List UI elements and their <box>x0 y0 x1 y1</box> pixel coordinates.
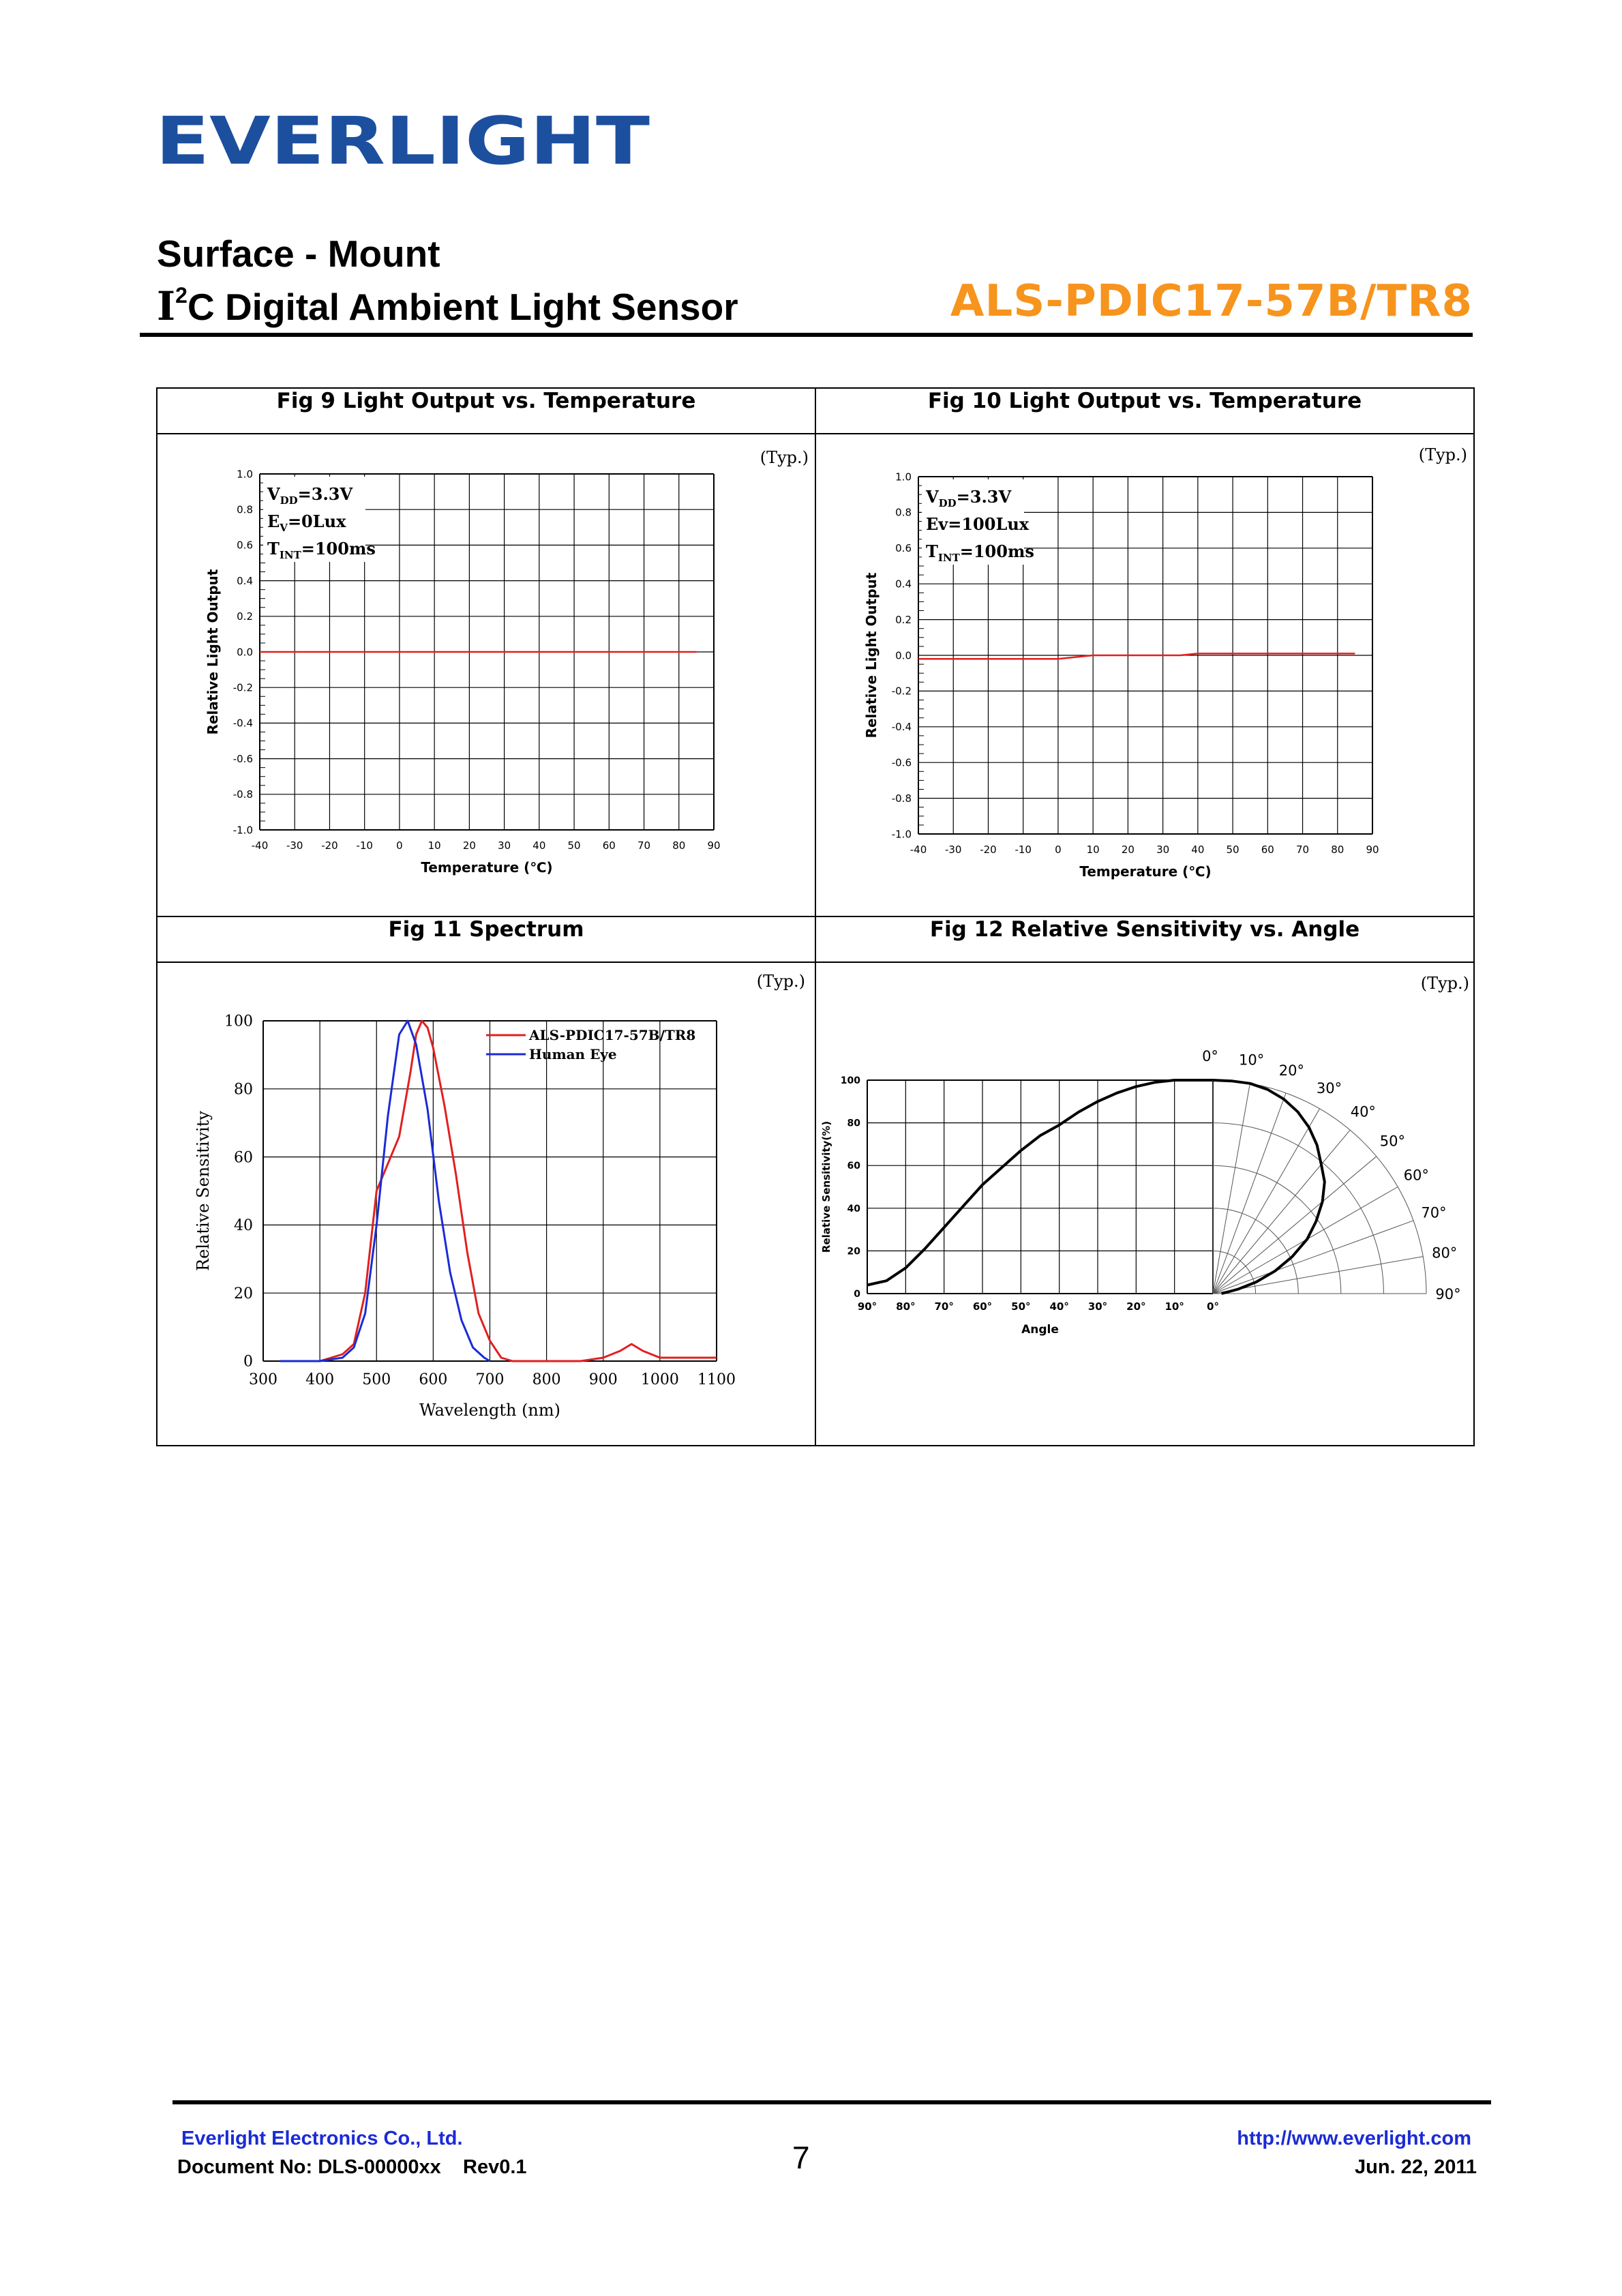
x-tick-label: 0 <box>396 839 403 852</box>
legend-label: Human Eye <box>529 1046 617 1063</box>
y-tick-label: -0.2 <box>891 685 912 698</box>
typ-label: (Typ.) <box>760 447 809 467</box>
y-tick-label: 0.6 <box>237 539 253 552</box>
page-title-line1: Surface - Mount <box>157 233 440 275</box>
fig12-cell <box>815 962 1474 1446</box>
x-tick-label: 0° <box>1207 1300 1219 1313</box>
fig12-caption: Fig 12 Relative Sensitivity vs. Angle <box>815 916 1474 962</box>
y-tick-label: 1.0 <box>237 467 253 480</box>
footer-url[interactable]: http://www.everlight.com <box>1237 2128 1471 2149</box>
x-axis-label: Angle <box>1021 1323 1059 1337</box>
y-tick-label: 40 <box>847 1203 860 1214</box>
x-tick-label: 50 <box>567 839 581 852</box>
polar-angle-label: 90° <box>1435 1286 1461 1303</box>
y-tick-label: 0 <box>854 1289 860 1300</box>
typ-label: (Typ.) <box>1420 974 1469 994</box>
y-tick-label: 20 <box>847 1246 860 1257</box>
page-number: 7 <box>792 2140 810 2175</box>
x-tick-label: 1000 <box>640 1371 679 1389</box>
y-tick-label: -0.6 <box>891 756 912 769</box>
fig9-chart <box>157 434 815 912</box>
polar-angle-label: 30° <box>1316 1079 1342 1097</box>
y-axis-label: Relative Sensitivity <box>194 1111 213 1272</box>
x-tick-label: 40 <box>532 839 546 852</box>
y-tick-label: -0.8 <box>891 792 912 805</box>
polar-angle-label: 20° <box>1278 1062 1304 1079</box>
x-tick-label: 1100 <box>697 1371 736 1389</box>
x-tick-label: 700 <box>475 1371 505 1389</box>
y-axis-label: Relative Sensitivity(%) <box>820 1121 832 1253</box>
condition-text: $T_{INT}=100ms$ <box>926 541 1034 564</box>
fig9-caption: Fig 9 Light Output vs. Temperature <box>157 388 815 434</box>
logo-text: EVERLIGHT <box>155 115 650 169</box>
header-rule <box>140 333 1473 337</box>
x-tick-label: 400 <box>305 1371 335 1389</box>
fig10-caption: Fig 10 Light Output vs. Temperature <box>815 388 1474 434</box>
x-tick-label: 10 <box>427 839 441 852</box>
x-tick-label: -20 <box>980 843 997 856</box>
y-tick-label: 0.6 <box>895 541 912 554</box>
y-tick-label: 0.8 <box>237 503 253 516</box>
typ-label: (Typ.) <box>1418 445 1467 464</box>
condition-text: $V_{DD}=3.3V$ <box>926 486 1012 509</box>
i2c-letter: I <box>157 283 176 329</box>
y-tick-label: -0.2 <box>232 681 253 694</box>
fig10-cell <box>815 434 1474 917</box>
x-tick-label: 70° <box>934 1300 954 1313</box>
polar-angle-label: 0° <box>1202 1048 1218 1065</box>
x-tick-label: 80° <box>896 1300 916 1313</box>
y-tick-label: 40 <box>234 1217 253 1235</box>
x-tick-label: -40 <box>910 843 927 856</box>
y-tick-label: 0.0 <box>237 645 253 658</box>
fig11-chart <box>157 963 815 1440</box>
y-tick-label: 1.0 <box>895 470 912 483</box>
y-tick-label: 100 <box>224 1013 253 1030</box>
title-text: C Digital Ambient Light Sensor <box>187 286 738 328</box>
y-tick-label: 0 <box>243 1353 253 1371</box>
y-tick-label: -0.4 <box>891 720 912 733</box>
x-tick-label: 60° <box>972 1300 993 1313</box>
x-tick-label: -30 <box>286 839 303 852</box>
typ-label: (Typ.) <box>756 972 805 992</box>
fig11-cell <box>157 962 815 1446</box>
fig9-cell <box>157 434 815 917</box>
x-tick-label: 30 <box>1156 843 1170 856</box>
x-tick-label: 40° <box>1049 1300 1069 1313</box>
legend-label: ALS-PDIC17-57B/TR8 <box>529 1027 696 1044</box>
polar-angle-label: 40° <box>1350 1103 1376 1120</box>
y-tick-label: 20 <box>234 1285 253 1303</box>
x-axis-label: Wavelength (nm) <box>419 1401 561 1420</box>
x-tick-label: -20 <box>321 839 338 852</box>
footer-rule <box>172 2100 1491 2104</box>
y-tick-label: 60 <box>234 1149 253 1167</box>
i2c-superscript: 2 <box>175 282 187 308</box>
x-tick-label: 500 <box>362 1371 391 1389</box>
y-tick-label: 0.4 <box>895 578 912 591</box>
x-tick-label: 90 <box>1366 843 1379 856</box>
polar-spoke <box>1213 1157 1377 1294</box>
figures-table <box>156 387 1475 1446</box>
fig11-caption: Fig 11 Spectrum <box>157 916 815 962</box>
condition-text: $V_{DD}=3.3V$ <box>267 483 353 507</box>
x-tick-label: -30 <box>944 843 962 856</box>
x-tick-label: 50° <box>1011 1300 1031 1313</box>
page-title-line2 <box>157 283 738 329</box>
x-tick-label: 10 <box>1086 843 1100 856</box>
y-axis-label: Relative Light Output <box>863 572 880 739</box>
fig10-chart <box>816 434 1474 912</box>
x-tick-label: 800 <box>532 1371 561 1389</box>
x-tick-label: 60 <box>1261 843 1274 856</box>
footer-company: Everlight Electronics Co., Ltd. <box>181 2128 463 2149</box>
x-tick-label: 70 <box>1295 843 1310 856</box>
x-tick-label: 300 <box>249 1371 277 1389</box>
x-tick-label: 90 <box>707 839 721 852</box>
polar-angle-label: 10° <box>1238 1052 1265 1069</box>
x-tick-label: 50 <box>1226 843 1240 856</box>
x-tick-label: 80 <box>672 839 686 852</box>
y-tick-label: -0.8 <box>232 788 253 801</box>
condition-text: $E_V=0Lux$ <box>267 511 346 534</box>
polar-spoke <box>1213 1130 1350 1294</box>
y-tick-label: 0.4 <box>237 574 253 587</box>
fig12-chart <box>816 963 1474 1440</box>
x-tick-label: 60 <box>602 839 616 852</box>
part-number: ALS-PDIC17-57B/TR8 <box>950 276 1473 327</box>
y-tick-label: 0.2 <box>895 613 912 626</box>
y-tick-label: 100 <box>840 1075 860 1087</box>
x-tick-label: 70 <box>637 839 651 852</box>
condition-text: Ev=100Lux <box>926 513 1030 534</box>
x-axis-label: Temperature (℃) <box>421 859 553 876</box>
polar-angle-label: 70° <box>1421 1204 1447 1221</box>
x-tick-label: 0 <box>1055 843 1062 856</box>
polar-angle-label: 80° <box>1432 1244 1458 1262</box>
y-axis-label: Relative Light Output <box>205 569 221 735</box>
x-tick-label: 20 <box>1121 843 1135 856</box>
x-tick-label: 40 <box>1191 843 1205 856</box>
y-tick-label: 80 <box>847 1118 860 1129</box>
x-tick-label: 20 <box>462 839 476 852</box>
y-tick-label: -0.6 <box>232 752 253 765</box>
sensitivity-curve-rect <box>867 1080 1213 1285</box>
x-tick-label: -40 <box>251 839 269 852</box>
x-tick-label: 600 <box>419 1371 448 1389</box>
x-tick-label: 20° <box>1126 1300 1146 1313</box>
x-tick-label: 30° <box>1087 1300 1108 1313</box>
series-line-als-pdic17-57b-tr8 <box>280 1021 717 1361</box>
y-tick-label: -1.0 <box>891 827 912 840</box>
x-axis-label: Temperature (℃) <box>1079 863 1212 880</box>
y-tick-label: -0.4 <box>232 717 253 730</box>
x-tick-label: 30 <box>498 839 511 852</box>
series-line-output <box>918 653 1355 659</box>
x-tick-label: 10° <box>1165 1300 1184 1313</box>
condition-text: $T_{INT}=100ms$ <box>267 538 376 561</box>
y-tick-label: 80 <box>234 1081 253 1099</box>
footer-document-number: Document No: DLS-00000xx Rev0.1 <box>177 2156 527 2178</box>
footer-date: Jun. 22, 2011 <box>1355 2156 1477 2178</box>
x-tick-label: 80 <box>1331 843 1345 856</box>
x-tick-label: -10 <box>356 839 373 852</box>
x-tick-label: -10 <box>1015 843 1032 856</box>
y-tick-label: 0.2 <box>237 610 253 623</box>
x-tick-label: 900 <box>588 1371 618 1389</box>
polar-angle-label: 60° <box>1403 1167 1429 1184</box>
x-tick-label: 90° <box>857 1300 877 1313</box>
everlight-logo <box>155 115 674 169</box>
y-tick-label: 60 <box>847 1161 860 1172</box>
y-tick-label: -1.0 <box>232 823 253 836</box>
y-tick-label: 0.0 <box>895 648 912 661</box>
polar-angle-label: 50° <box>1379 1133 1405 1150</box>
y-tick-label: 0.8 <box>895 506 912 519</box>
